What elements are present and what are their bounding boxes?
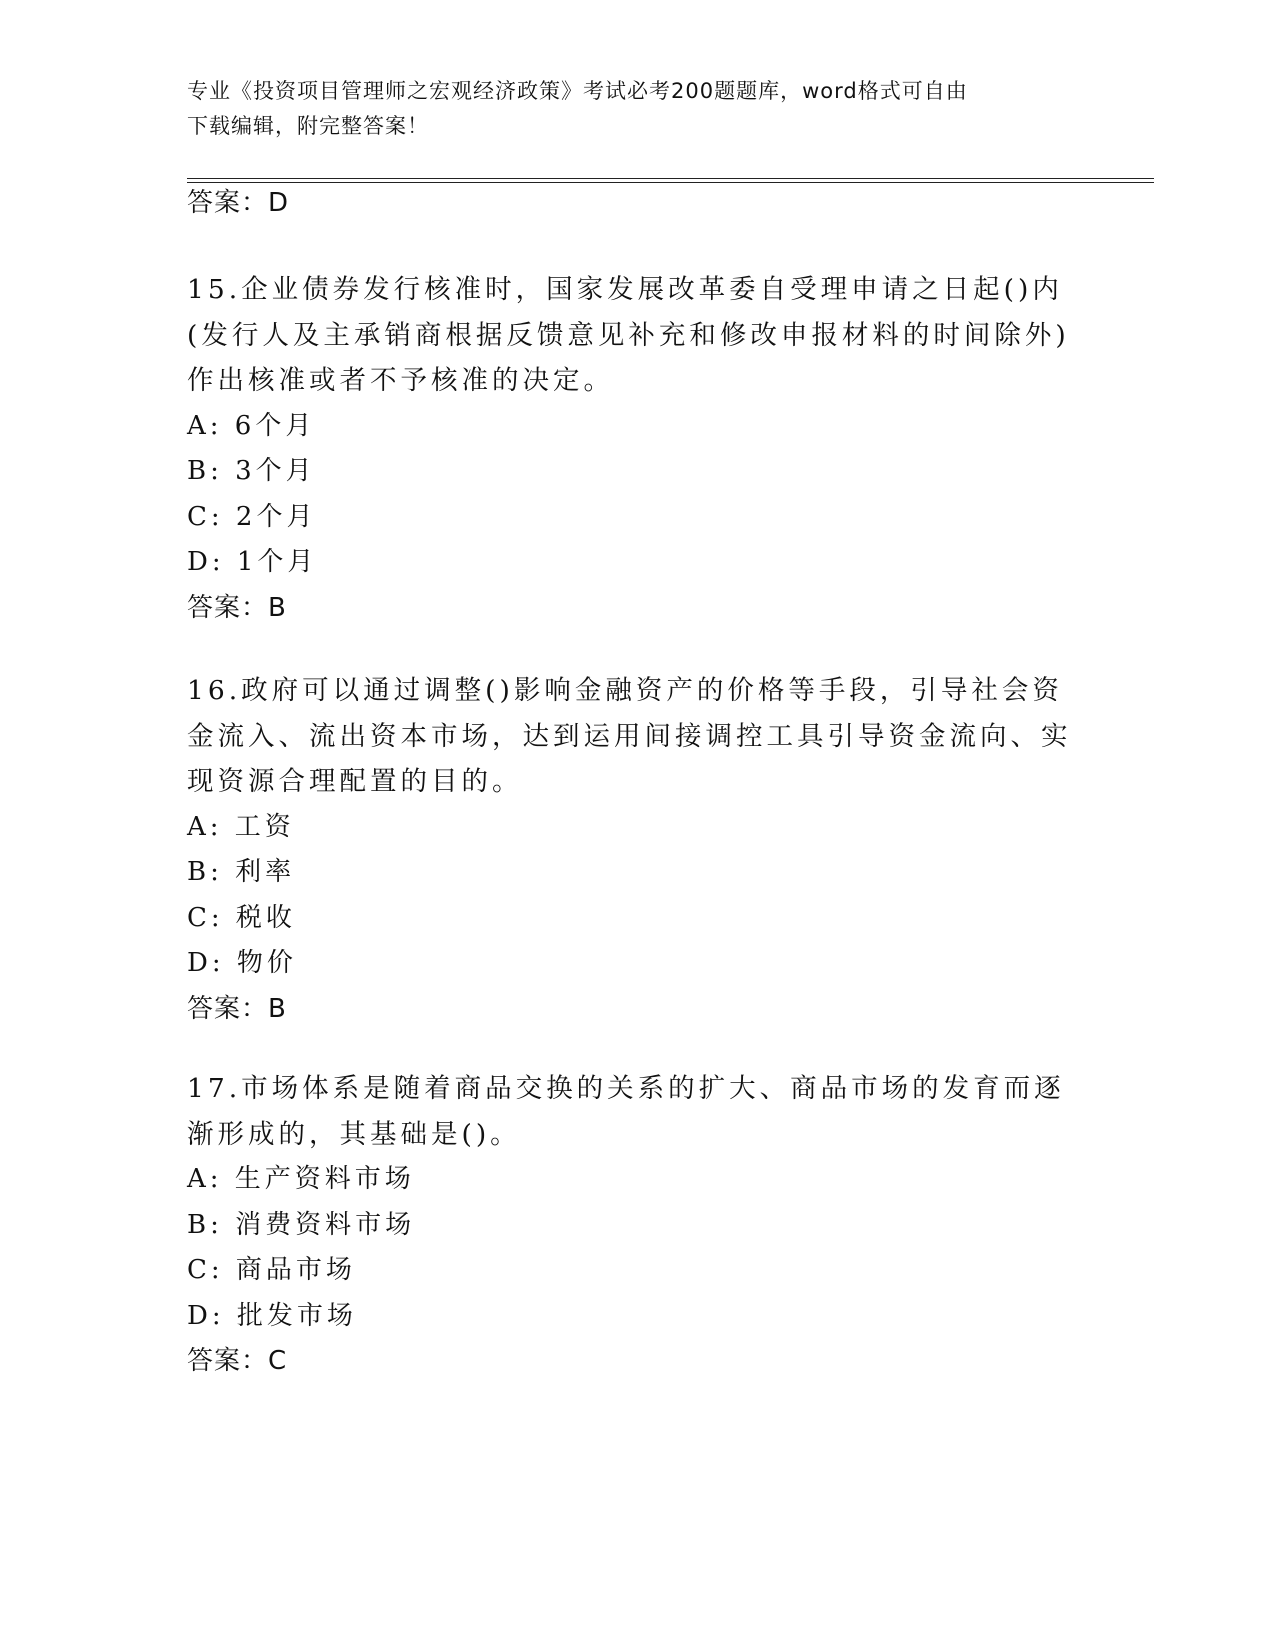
option-b: B: 3个月 xyxy=(187,456,316,486)
answer-label: 答案：B xyxy=(187,592,287,623)
option-c: C: 税收 xyxy=(187,902,296,933)
question-17 xyxy=(187,1066,1077,1385)
question-text: 16.政府可以通过调整()影响金融资产的价格等手段，引导社会资金流入、流出资本市场，达到运用间接调控工具引导资金流向、实现资源合理配置的目的。 xyxy=(187,675,1072,797)
option-b: B: 消费资料市场 xyxy=(187,1209,416,1240)
header-divider-top xyxy=(187,178,1154,179)
document-header xyxy=(187,74,1087,144)
previous-answer: 答案：D xyxy=(187,188,290,218)
option-b: B: 利率 xyxy=(187,857,296,887)
header-divider-bottom xyxy=(187,182,1154,183)
header-line-1: 专业《投资项目管理师之宏观经济政策》考试必考200题题库，word格式可自由 xyxy=(187,79,968,103)
header-line-2: 下载编辑，附完整答案！ xyxy=(187,114,429,138)
question-text: 17.市场体系是随着商品交换的关系的扩大、商品市场的发育而逐渐形成的，其基础是()。 xyxy=(187,1073,1065,1150)
option-d: D: 物价 xyxy=(187,948,297,978)
question-16 xyxy=(187,668,1077,1032)
question-15 xyxy=(187,267,1077,631)
option-d: D: 批发市场 xyxy=(187,1300,357,1331)
option-c: C: 2个月 xyxy=(187,501,317,532)
answer-label: 答案：B xyxy=(187,993,287,1024)
option-a: A: 6个月 xyxy=(187,410,316,441)
question-text: 15.企业债券发行核准时，国家发展改革委自受理申请之日起()内(发行人及主承销商根据反馈意见补充和修改申报材料的时间除外)作出核准或者不予核准的决定。 xyxy=(187,274,1070,396)
option-d: D: 1个月 xyxy=(187,547,318,577)
answer-label: 答案：C xyxy=(187,1346,288,1376)
option-c: C: 商品市场 xyxy=(187,1255,356,1285)
option-a: A: 生产资料市场 xyxy=(187,1164,415,1194)
option-a: A: 工资 xyxy=(187,811,295,842)
